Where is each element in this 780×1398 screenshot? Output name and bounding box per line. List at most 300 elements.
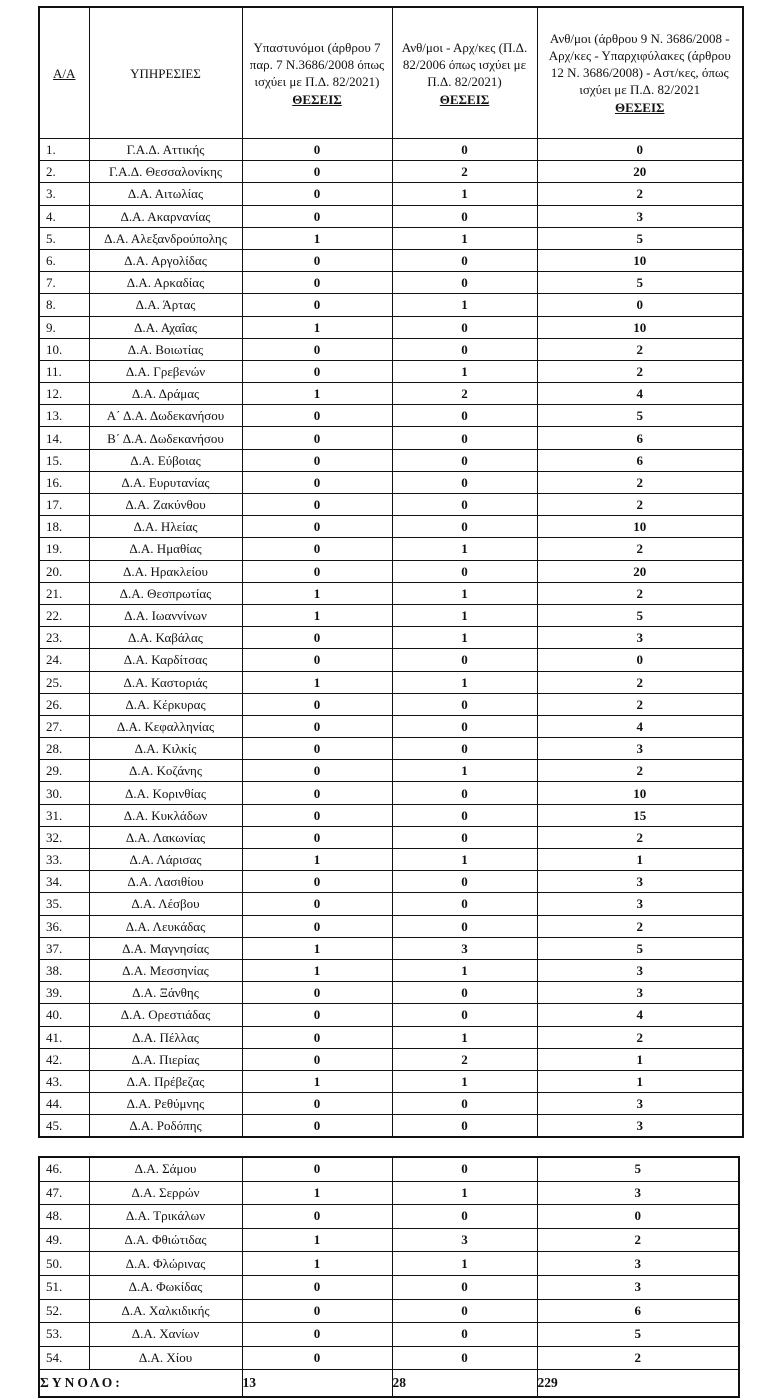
service-name: Δ.Α. Ροδόπης: [89, 1115, 242, 1138]
sub-lieutenants-value: 1: [242, 1070, 392, 1092]
table-row: [39, 1275, 739, 1299]
service-name: Δ.Α. Θεσπρωτίας: [89, 582, 242, 604]
table-row: [39, 693, 743, 715]
table-row: [39, 360, 743, 382]
service-name: Δ.Α. Χίου: [89, 1346, 242, 1370]
sergeants-value: 2: [392, 161, 537, 183]
sub-lieutenants-value: 1: [242, 316, 392, 338]
table-row: [39, 272, 743, 294]
table-row: [39, 849, 743, 871]
constables-value: 5: [537, 227, 743, 249]
constables-value: 3: [537, 738, 743, 760]
row-number: 6.: [39, 249, 89, 271]
table-row: [39, 383, 743, 405]
service-name: Δ.Α. Κεφαλληνίας: [89, 715, 242, 737]
sergeants-value: 0: [392, 738, 537, 760]
table-row: [39, 161, 743, 183]
sub-lieutenants-value: 0: [242, 338, 392, 360]
sergeants-value: 1: [392, 227, 537, 249]
sergeants-value: 0: [392, 693, 537, 715]
sergeants-value: 0: [392, 893, 537, 915]
row-number: 21.: [39, 582, 89, 604]
service-name: Δ.Α. Ηρακλείου: [89, 560, 242, 582]
sub-lieutenants-value: 0: [242, 1115, 392, 1138]
sub-lieutenants-value: 0: [242, 871, 392, 893]
sub-lieutenants-value: 0: [242, 1323, 392, 1347]
table-row: [39, 604, 743, 626]
table-row: [39, 405, 743, 427]
constables-value: 6: [537, 1299, 739, 1323]
constables-value: 4: [537, 383, 743, 405]
table-row: [39, 294, 743, 316]
row-number: 3.: [39, 183, 89, 205]
service-name: Δ.Α. Κυκλάδων: [89, 804, 242, 826]
table-row: [39, 959, 743, 981]
service-name: Δ.Α. Ηλείας: [89, 516, 242, 538]
table-row: [39, 1346, 739, 1370]
sergeants-value: 1: [392, 604, 537, 626]
table-header: [39, 7, 743, 139]
service-name: Δ.Α. Πρέβεζας: [89, 1070, 242, 1092]
row-number: 22.: [39, 604, 89, 626]
sergeants-value: 0: [392, 139, 537, 161]
sergeants-value: 0: [392, 249, 537, 271]
sub-lieutenants-value: 0: [242, 649, 392, 671]
sub-lieutenants-value: 0: [242, 1275, 392, 1299]
constables-value: 2: [537, 582, 743, 604]
row-number: 2.: [39, 161, 89, 183]
row-number: 32.: [39, 826, 89, 848]
sergeants-value: 0: [392, 1093, 537, 1115]
constables-value: 20: [537, 560, 743, 582]
table-row: [39, 560, 743, 582]
sub-lieutenants-value: 0: [242, 1026, 392, 1048]
constables-value: 10: [537, 249, 743, 271]
sergeants-value: 1: [392, 671, 537, 693]
table-row: [39, 1299, 739, 1323]
constables-value: 3: [537, 1181, 739, 1205]
sub-lieutenants-value: 0: [242, 161, 392, 183]
row-number: 18.: [39, 516, 89, 538]
row-number: 17.: [39, 494, 89, 516]
constables-value: 2: [537, 360, 743, 382]
sub-lieutenants-value: 0: [242, 1346, 392, 1370]
sub-lieutenants-value: 1: [242, 849, 392, 871]
service-name: Δ.Α. Βοιωτίας: [89, 338, 242, 360]
sub-lieutenants-value: 0: [242, 1299, 392, 1323]
sub-lieutenants-value: 0: [242, 982, 392, 1004]
sergeants-value: 1: [392, 360, 537, 382]
service-name: Δ.Α. Αρκαδίας: [89, 272, 242, 294]
table-row: [39, 427, 743, 449]
constables-value: 1: [537, 1070, 743, 1092]
sergeants-value: 1: [392, 294, 537, 316]
sub-lieutenants-value: 0: [242, 1004, 392, 1026]
table-row: [39, 1157, 739, 1181]
row-number: 9.: [39, 316, 89, 338]
sub-lieutenants-value: 1: [242, 937, 392, 959]
constables-value: 0: [537, 139, 743, 161]
sergeants-value: 0: [392, 1004, 537, 1026]
service-name: Δ.Α. Ακαρνανίας: [89, 205, 242, 227]
sergeants-value: 0: [392, 1346, 537, 1370]
sub-lieutenants-value: 0: [242, 427, 392, 449]
row-number: 43.: [39, 1070, 89, 1092]
sergeants-value: 0: [392, 1299, 537, 1323]
header-sergeants: [392, 7, 537, 139]
row-number: 8.: [39, 294, 89, 316]
service-name: Δ.Α. Δράμας: [89, 383, 242, 405]
header-sergeants-text: Ανθ/μοι - Αρχ/κες (Π.Δ. 82/2006 όπως ισχύει με Π.Δ. 82/2021): [401, 39, 528, 89]
sergeants-value: 0: [392, 1157, 537, 1181]
row-number: 10.: [39, 338, 89, 360]
service-name: Δ.Α. Σερρών: [89, 1181, 242, 1205]
row-number: 1.: [39, 139, 89, 161]
table-row: [39, 1205, 739, 1229]
constables-value: 5: [537, 604, 743, 626]
table-row: [39, 338, 743, 360]
constables-value: 5: [537, 405, 743, 427]
service-name: Δ.Α. Ζακύνθου: [89, 494, 242, 516]
total-sergeants: 28: [392, 1370, 537, 1398]
row-number: 34.: [39, 871, 89, 893]
sergeants-value: 0: [392, 804, 537, 826]
sergeants-value: 1: [392, 849, 537, 871]
sub-lieutenants-value: 0: [242, 738, 392, 760]
sergeants-value: 0: [392, 427, 537, 449]
constables-value: 10: [537, 516, 743, 538]
service-name: Δ.Α. Κορινθίας: [89, 782, 242, 804]
sergeants-value: 0: [392, 560, 537, 582]
row-number: 11.: [39, 360, 89, 382]
service-name: Δ.Α. Χανίων: [89, 1323, 242, 1347]
table-row: [39, 1252, 739, 1276]
sub-lieutenants-value: 0: [242, 715, 392, 737]
row-number: 41.: [39, 1026, 89, 1048]
service-name: Δ.Α. Ορεστιάδας: [89, 1004, 242, 1026]
sergeants-value: 0: [392, 1205, 537, 1229]
table-row: [39, 826, 743, 848]
row-number: 20.: [39, 560, 89, 582]
sub-lieutenants-value: 1: [242, 1228, 392, 1252]
row-number: 51.: [39, 1275, 89, 1299]
service-name: Δ.Α. Λέσβου: [89, 893, 242, 915]
service-name: Δ.Α. Κιλκίς: [89, 738, 242, 760]
total-constables: 229: [537, 1370, 739, 1398]
table-row: [39, 1070, 743, 1092]
sub-lieutenants-value: 0: [242, 405, 392, 427]
constables-value: 10: [537, 316, 743, 338]
row-number: 23.: [39, 627, 89, 649]
constables-value: 3: [537, 871, 743, 893]
row-number: 54.: [39, 1346, 89, 1370]
service-name: Δ.Α. Λακωνίας: [89, 826, 242, 848]
sergeants-value: 0: [392, 715, 537, 737]
sub-lieutenants-value: 1: [242, 383, 392, 405]
sergeants-value: 3: [392, 1228, 537, 1252]
constables-value: 20: [537, 161, 743, 183]
service-name: Δ.Α. Φωκίδας: [89, 1275, 242, 1299]
row-number: 12.: [39, 383, 89, 405]
service-name: Δ.Α. Ιωαννίνων: [89, 604, 242, 626]
sub-lieutenants-value: 1: [242, 1252, 392, 1276]
sub-lieutenants-value: 0: [242, 249, 392, 271]
table-row: [39, 449, 743, 471]
constables-value: 0: [537, 294, 743, 316]
sub-lieutenants-value: 1: [242, 959, 392, 981]
sub-lieutenants-value: 0: [242, 1205, 392, 1229]
sub-lieutenants-value: 0: [242, 760, 392, 782]
row-number: 53.: [39, 1323, 89, 1347]
sub-lieutenants-value: 0: [242, 693, 392, 715]
sergeants-value: 1: [392, 183, 537, 205]
total-sub-lieutenants: 13: [242, 1370, 392, 1398]
service-name: Δ.Α. Κοζάνης: [89, 760, 242, 782]
service-name: Α΄ Δ.Α. Δωδεκανήσου: [89, 405, 242, 427]
service-name: Δ.Α. Χαλκιδικής: [89, 1299, 242, 1323]
sergeants-value: 2: [392, 1048, 537, 1070]
sub-lieutenants-value: 0: [242, 294, 392, 316]
row-number: 27.: [39, 715, 89, 737]
table-row: [39, 249, 743, 271]
constables-value: 2: [537, 338, 743, 360]
service-name: Δ.Α. Λάρισας: [89, 849, 242, 871]
table-row: [39, 627, 743, 649]
table-row: [39, 582, 743, 604]
service-name: Γ.Α.Δ. Αττικής: [89, 139, 242, 161]
service-name: Δ.Α. Αλεξανδρούπολης: [89, 227, 242, 249]
header-constables-text: Ανθ/μοι (άρθρου 9 Ν. 3686/2008 - Αρχ/κες - Υπαρχιφύλακες (άρθρου 12 Ν. 3686/2008) - Αστ/κες, όπως ισχύει με Π.Δ. 82/2021: [548, 31, 731, 97]
sergeants-value: 0: [392, 826, 537, 848]
sergeants-value: 1: [392, 538, 537, 560]
table-row: [39, 649, 743, 671]
table-row: [39, 1115, 743, 1138]
row-number: 45.: [39, 1115, 89, 1138]
sub-lieutenants-value: 0: [242, 826, 392, 848]
sergeants-value: 0: [392, 1323, 537, 1347]
service-name: Δ.Α. Φθιώτιδας: [89, 1228, 242, 1252]
sergeants-value: 1: [392, 1181, 537, 1205]
sub-lieutenants-value: 0: [242, 627, 392, 649]
sergeants-value: 1: [392, 959, 537, 981]
row-number: 29.: [39, 760, 89, 782]
sub-lieutenants-value: 0: [242, 560, 392, 582]
constables-value: 3: [537, 1252, 739, 1276]
constables-value: 2: [537, 494, 743, 516]
sergeants-value: 0: [392, 1275, 537, 1299]
sergeants-value: 0: [392, 272, 537, 294]
table-row: [39, 471, 743, 493]
sub-lieutenants-value: 0: [242, 139, 392, 161]
table-row: [39, 1093, 743, 1115]
constables-value: 2: [537, 826, 743, 848]
constables-value: 6: [537, 449, 743, 471]
header-positions-label: ΘΕΣΕΙΣ: [292, 91, 342, 107]
constables-value: 4: [537, 1004, 743, 1026]
sergeants-value: 2: [392, 383, 537, 405]
service-name: Β΄ Δ.Α. Δωδεκανήσου: [89, 427, 242, 449]
constables-value: 2: [537, 471, 743, 493]
table-row: [39, 782, 743, 804]
table-row: [39, 738, 743, 760]
header-positions-label: ΘΕΣΕΙΣ: [439, 91, 490, 107]
sub-lieutenants-value: 0: [242, 471, 392, 493]
row-number: 25.: [39, 671, 89, 693]
sub-lieutenants-value: 0: [242, 449, 392, 471]
row-number: 33.: [39, 849, 89, 871]
service-name: Δ.Α. Ξάνθης: [89, 982, 242, 1004]
sub-lieutenants-value: 1: [242, 604, 392, 626]
service-name: Δ.Α. Ρεθύμνης: [89, 1093, 242, 1115]
sub-lieutenants-value: 1: [242, 671, 392, 693]
constables-value: 5: [537, 272, 743, 294]
sub-lieutenants-value: 0: [242, 538, 392, 560]
sub-lieutenants-value: 0: [242, 183, 392, 205]
sergeants-value: 0: [392, 915, 537, 937]
row-number: 39.: [39, 982, 89, 1004]
table-row: [39, 516, 743, 538]
table-row: [39, 982, 743, 1004]
service-name: Δ.Α. Αχαΐας: [89, 316, 242, 338]
row-number: 13.: [39, 405, 89, 427]
sergeants-value: 1: [392, 1252, 537, 1276]
constables-value: 0: [537, 1205, 739, 1229]
table-row: [39, 871, 743, 893]
table-row: [39, 183, 743, 205]
header-aa: Α/Α: [39, 7, 89, 139]
row-number: 47.: [39, 1181, 89, 1205]
row-number: 42.: [39, 1048, 89, 1070]
constables-value: 2: [537, 671, 743, 693]
service-name: Γ.Α.Δ. Θεσσαλονίκης: [89, 161, 242, 183]
constables-value: 3: [537, 1275, 739, 1299]
sub-lieutenants-value: 0: [242, 893, 392, 915]
sub-lieutenants-value: 1: [242, 582, 392, 604]
table-row: [39, 538, 743, 560]
service-name: Δ.Α. Πέλλας: [89, 1026, 242, 1048]
row-number: 38.: [39, 959, 89, 981]
sergeants-value: 0: [392, 316, 537, 338]
constables-value: 3: [537, 627, 743, 649]
row-number: 50.: [39, 1252, 89, 1276]
constables-value: 3: [537, 959, 743, 981]
constables-value: 4: [537, 715, 743, 737]
constables-value: 15: [537, 804, 743, 826]
row-number: 7.: [39, 272, 89, 294]
table-row: [39, 804, 743, 826]
table-row: [39, 915, 743, 937]
constables-value: 2: [537, 1346, 739, 1370]
sergeants-value: 0: [392, 782, 537, 804]
sergeants-value: 0: [392, 494, 537, 516]
constables-value: 2: [537, 1026, 743, 1048]
row-number: 5.: [39, 227, 89, 249]
sergeants-value: 0: [392, 516, 537, 538]
row-number: 40.: [39, 1004, 89, 1026]
sergeants-value: 0: [392, 871, 537, 893]
sergeants-value: 0: [392, 1115, 537, 1138]
service-name: Δ.Α. Αιτωλίας: [89, 183, 242, 205]
row-number: 49.: [39, 1228, 89, 1252]
sub-lieutenants-value: 0: [242, 360, 392, 382]
constables-value: 10: [537, 782, 743, 804]
row-number: 36.: [39, 915, 89, 937]
constables-value: 3: [537, 1115, 743, 1138]
positions-table-part-1: [38, 6, 744, 1138]
sub-lieutenants-value: 0: [242, 1093, 392, 1115]
table-row: [39, 1026, 743, 1048]
table-row: [39, 316, 743, 338]
service-name: Δ.Α. Πιερίας: [89, 1048, 242, 1070]
service-name: Δ.Α. Σάμου: [89, 1157, 242, 1181]
service-name: Δ.Α. Ημαθίας: [89, 538, 242, 560]
sub-lieutenants-value: 1: [242, 227, 392, 249]
service-name: Δ.Α. Ευρυτανίας: [89, 471, 242, 493]
sub-lieutenants-value: 0: [242, 1048, 392, 1070]
service-name: Δ.Α. Μαγνησίας: [89, 937, 242, 959]
table-row: [39, 1181, 739, 1205]
row-number: 35.: [39, 893, 89, 915]
constables-value: 2: [537, 183, 743, 205]
constables-value: 3: [537, 205, 743, 227]
sergeants-value: 0: [392, 338, 537, 360]
row-number: 4.: [39, 205, 89, 227]
sergeants-value: 0: [392, 649, 537, 671]
sergeants-value: 1: [392, 1026, 537, 1048]
sub-lieutenants-value: 0: [242, 804, 392, 826]
constables-value: 5: [537, 1323, 739, 1347]
table-body: [39, 1157, 739, 1370]
sergeants-value: 3: [392, 937, 537, 959]
table-row: [39, 139, 743, 161]
header-services: ΥΠΗΡΕΣΙΕΣ: [89, 7, 242, 139]
sub-lieutenants-value: 0: [242, 782, 392, 804]
row-number: 14.: [39, 427, 89, 449]
constables-value: 2: [537, 1228, 739, 1252]
constables-value: 5: [537, 1157, 739, 1181]
constables-value: 2: [537, 538, 743, 560]
sergeants-value: 0: [392, 449, 537, 471]
sub-lieutenants-value: 0: [242, 1157, 392, 1181]
service-name: Δ.Α. Αργολίδας: [89, 249, 242, 271]
table-row: [39, 1228, 739, 1252]
row-number: 48.: [39, 1205, 89, 1229]
sub-lieutenants-value: 0: [242, 915, 392, 937]
service-name: Δ.Α. Καστοριάς: [89, 671, 242, 693]
header-sub-lieutenants: [242, 7, 392, 139]
service-name: Δ.Α. Καβάλας: [89, 627, 242, 649]
table-row: [39, 1004, 743, 1026]
service-name: Δ.Α. Άρτας: [89, 294, 242, 316]
service-name: Δ.Α. Κέρκυρας: [89, 693, 242, 715]
row-number: 31.: [39, 804, 89, 826]
table-row: [39, 760, 743, 782]
constables-value: 6: [537, 427, 743, 449]
sub-lieutenants-value: 0: [242, 272, 392, 294]
table-row: [39, 1048, 743, 1070]
table-body: [39, 139, 743, 1138]
service-name: Δ.Α. Τρικάλων: [89, 1205, 242, 1229]
service-name: Δ.Α. Λασιθίου: [89, 871, 242, 893]
table-row: [39, 1323, 739, 1347]
header-sub-lieutenants-text: Υπαστυνόμοι (άρθρου 7 παρ. 7 Ν.3686/2008 όπως ισχύει με Π.Δ. 82/2021): [249, 39, 385, 89]
table-row: [39, 227, 743, 249]
total-label: ΣΥΝΟΛΟ:: [39, 1370, 242, 1398]
table-row: [39, 715, 743, 737]
service-name: Δ.Α. Λευκάδας: [89, 915, 242, 937]
constables-value: 3: [537, 1093, 743, 1115]
sub-lieutenants-value: 0: [242, 516, 392, 538]
